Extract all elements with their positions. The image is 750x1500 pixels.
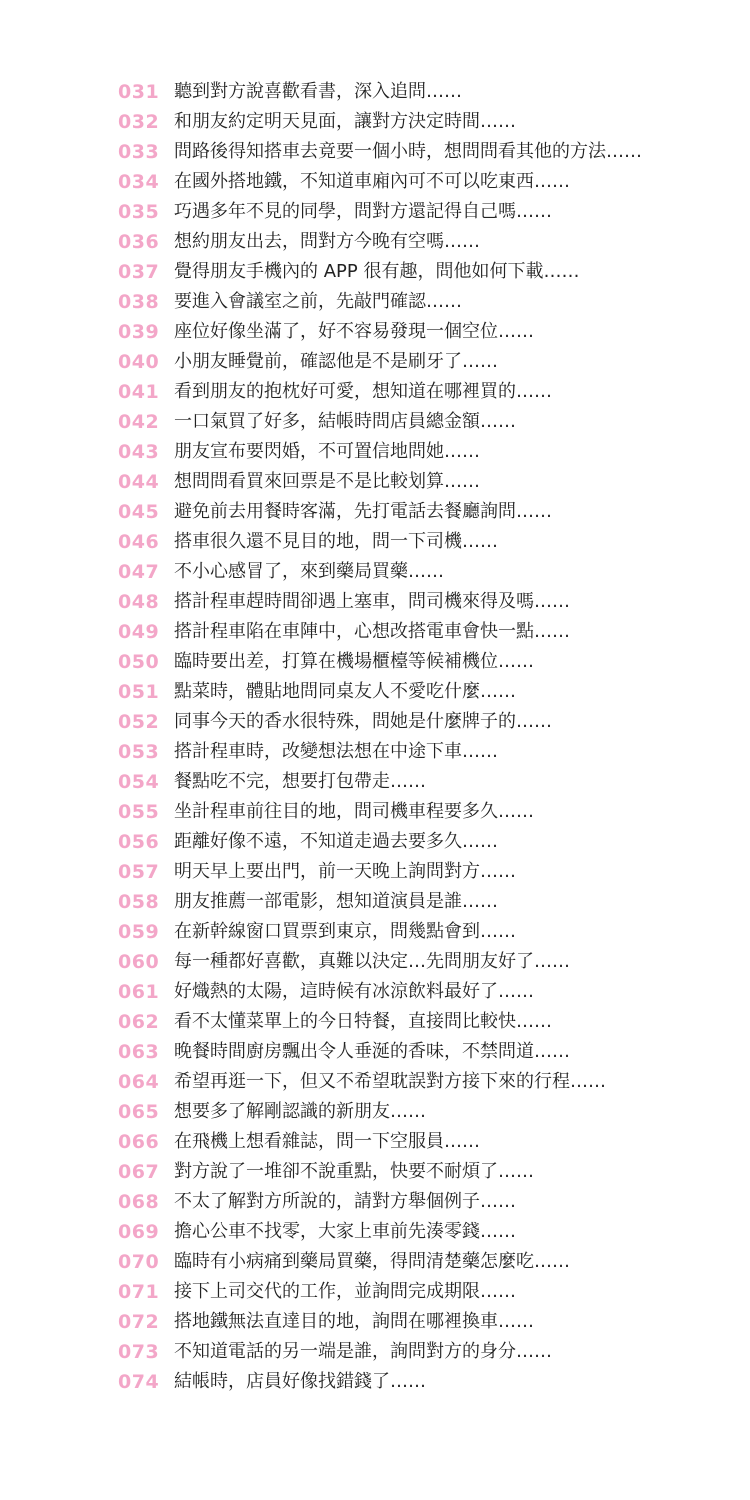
item-text: 巧遇多年不見的同學，問對方還記得自己嗎…… xyxy=(174,201,552,222)
list-item xyxy=(118,648,718,678)
list-item xyxy=(118,1068,718,1098)
item-number: 031 xyxy=(118,81,160,103)
item-text: 聽到對方說喜歡看書，深入追問…… xyxy=(174,81,462,102)
item-text: 問路後得知搭車去竟要一個小時，想問問看其他的方法…… xyxy=(174,141,642,162)
item-text: 好熾熱的太陽，這時候有冰涼飲料最好了…… xyxy=(174,981,534,1002)
list-item xyxy=(118,978,718,1008)
item-number: 032 xyxy=(118,111,160,133)
item-text: 不知道電話的另一端是誰，詢問對方的身分…… xyxy=(174,1341,552,1362)
item-number: 047 xyxy=(118,561,160,583)
list-item xyxy=(118,738,718,768)
item-number: 041 xyxy=(118,381,160,403)
item-text: 臨時有小病痛到藥局買藥，得問清楚藥怎麼吃…… xyxy=(174,1251,570,1272)
item-number: 051 xyxy=(118,681,160,703)
list-item xyxy=(118,498,718,528)
item-text: 搭車很久還不見目的地，問一下司機…… xyxy=(174,531,498,552)
item-text: 朋友推薦一部電影，想知道演員是誰…… xyxy=(174,891,498,912)
item-number: 068 xyxy=(118,1191,160,1213)
item-text: 座位好像坐滿了，好不容易發現一個空位…… xyxy=(174,321,534,342)
item-number: 035 xyxy=(118,201,160,223)
list-item xyxy=(118,1098,718,1128)
item-number: 071 xyxy=(118,1281,160,1303)
list-item xyxy=(118,708,718,738)
item-text: 在飛機上想看雜誌，問一下空服員…… xyxy=(174,1131,480,1152)
list-item xyxy=(118,468,718,498)
item-text: 朋友宣布要閃婚，不可置信地問她…… xyxy=(174,441,480,462)
list-item xyxy=(118,528,718,558)
item-number: 046 xyxy=(118,531,160,553)
item-text: 晚餐時間廚房飄出令人垂涎的香味，不禁問道…… xyxy=(174,1041,570,1062)
item-text: 搭計程車陷在車陣中，心想改搭電車會快一點…… xyxy=(174,621,570,642)
item-text: 想約朋友出去，問對方今晚有空嗎…… xyxy=(174,231,480,252)
item-text: 明天早上要出門，前一天晚上詢問對方…… xyxy=(174,861,516,882)
item-text: 在國外搭地鐵，不知道車廂內可不可以吃東西…… xyxy=(174,171,570,192)
item-number: 054 xyxy=(118,771,160,793)
item-text: 覺得朋友手機內的 APP 很有趣，問他如何下載…… xyxy=(174,261,580,282)
item-text: 看到朋友的抱枕好可愛，想知道在哪裡買的…… xyxy=(174,381,552,402)
item-number: 040 xyxy=(118,351,160,373)
item-text: 每一種都好喜歡，真難以決定…先問朋友好了…… xyxy=(174,951,570,972)
list-item xyxy=(118,1158,718,1188)
item-number: 053 xyxy=(118,741,160,763)
item-number: 056 xyxy=(118,831,160,853)
list-item xyxy=(118,1368,718,1398)
list-item xyxy=(118,378,718,408)
table-of-contents xyxy=(118,78,718,1398)
list-item xyxy=(118,1218,718,1248)
item-text: 不小心感冒了，來到藥局買藥…… xyxy=(174,561,444,582)
item-number: 044 xyxy=(118,471,160,493)
item-text: 同事今天的香水很特殊，問她是什麼牌子的…… xyxy=(174,711,552,732)
list-item xyxy=(118,918,718,948)
list-item xyxy=(118,678,718,708)
list-item xyxy=(118,1278,718,1308)
list-item xyxy=(118,78,718,108)
item-number: 048 xyxy=(118,591,160,613)
list-item xyxy=(118,558,718,588)
list-item xyxy=(118,1188,718,1218)
item-text: 和朋友約定明天見面，讓對方決定時間…… xyxy=(174,111,516,132)
item-text: 擔心公車不找零，大家上車前先湊零錢…… xyxy=(174,1221,516,1242)
list-item xyxy=(118,588,718,618)
item-number: 039 xyxy=(118,321,160,343)
item-text: 希望再逛一下，但又不希望耽誤對方接下來的行程…… xyxy=(174,1071,606,1092)
item-number: 038 xyxy=(118,291,160,313)
list-item xyxy=(118,228,718,258)
item-number: 057 xyxy=(118,861,160,883)
item-number: 052 xyxy=(118,711,160,733)
list-item xyxy=(118,828,718,858)
item-text: 要進入會議室之前，先敲門確認…… xyxy=(174,291,462,312)
list-item xyxy=(118,948,718,978)
list-item xyxy=(118,438,718,468)
list-item xyxy=(118,1248,718,1278)
item-number: 033 xyxy=(118,141,160,163)
item-text: 接下上司交代的工作，並詢問完成期限…… xyxy=(174,1281,516,1302)
item-text: 在新幹線窗口買票到東京，問幾點會到…… xyxy=(174,921,516,942)
item-number: 069 xyxy=(118,1221,160,1243)
list-item xyxy=(118,618,718,648)
item-text: 臨時要出差，打算在機場櫃檯等候補機位…… xyxy=(174,651,534,672)
item-text: 不太了解對方所說的，請對方舉個例子…… xyxy=(174,1191,516,1212)
item-text: 餐點吃不完，想要打包帶走…… xyxy=(174,771,426,792)
item-number: 065 xyxy=(118,1101,160,1123)
list-item xyxy=(118,258,718,288)
list-item xyxy=(118,858,718,888)
item-number: 043 xyxy=(118,441,160,463)
item-text: 坐計程車前往目的地，問司機車程要多久…… xyxy=(174,801,534,822)
list-item xyxy=(118,138,718,168)
item-number: 045 xyxy=(118,501,160,523)
item-text: 一口氣買了好多，結帳時問店員總金額…… xyxy=(174,411,516,432)
list-item xyxy=(118,348,718,378)
item-number: 036 xyxy=(118,231,160,253)
item-text: 想要多了解剛認識的新朋友…… xyxy=(174,1101,426,1122)
list-item xyxy=(118,888,718,918)
item-text: 搭地鐵無法直達目的地，詢問在哪裡換車…… xyxy=(174,1311,534,1332)
list-item xyxy=(118,1008,718,1038)
list-item xyxy=(118,1338,718,1368)
list-item xyxy=(118,1038,718,1068)
list-item xyxy=(118,318,718,348)
item-number: 034 xyxy=(118,171,160,193)
item-number: 074 xyxy=(118,1371,160,1393)
item-number: 063 xyxy=(118,1041,160,1063)
list-item xyxy=(118,168,718,198)
item-number: 055 xyxy=(118,801,160,823)
item-number: 072 xyxy=(118,1311,160,1333)
list-item xyxy=(118,108,718,138)
item-text: 搭計程車時，改變想法想在中途下車…… xyxy=(174,741,498,762)
item-number: 061 xyxy=(118,981,160,1003)
item-text: 點菜時，體貼地問同桌友人不愛吃什麼…… xyxy=(174,681,516,702)
item-number: 062 xyxy=(118,1011,160,1033)
item-number: 049 xyxy=(118,621,160,643)
item-number: 050 xyxy=(118,651,160,673)
item-number: 059 xyxy=(118,921,160,943)
item-number: 066 xyxy=(118,1131,160,1153)
item-text: 結帳時，店員好像找錯錢了…… xyxy=(174,1371,426,1392)
item-text: 想問問看買來回票是不是比較划算…… xyxy=(174,471,480,492)
item-number: 042 xyxy=(118,411,160,433)
item-number: 060 xyxy=(118,951,160,973)
list-item xyxy=(118,408,718,438)
item-number: 067 xyxy=(118,1161,160,1183)
item-text: 對方說了一堆卻不說重點，快要不耐煩了…… xyxy=(174,1161,534,1182)
list-item xyxy=(118,288,718,318)
item-number: 073 xyxy=(118,1341,160,1363)
list-item xyxy=(118,198,718,228)
item-text: 距離好像不遠，不知道走過去要多久…… xyxy=(174,831,498,852)
item-number: 064 xyxy=(118,1071,160,1093)
list-item xyxy=(118,768,718,798)
item-text: 小朋友睡覺前，確認他是不是刷牙了…… xyxy=(174,351,498,372)
item-text: 避免前去用餐時客滿，先打電話去餐廳詢問…… xyxy=(174,501,552,522)
item-number: 058 xyxy=(118,891,160,913)
item-number: 070 xyxy=(118,1251,160,1273)
list-item xyxy=(118,1308,718,1338)
item-number: 037 xyxy=(118,261,160,283)
item-text: 搭計程車趕時間卻遇上塞車，問司機來得及嗎…… xyxy=(174,591,570,612)
list-item xyxy=(118,1128,718,1158)
item-text: 看不太懂菜單上的今日特餐，直接問比較快…… xyxy=(174,1011,552,1032)
list-item xyxy=(118,798,718,828)
